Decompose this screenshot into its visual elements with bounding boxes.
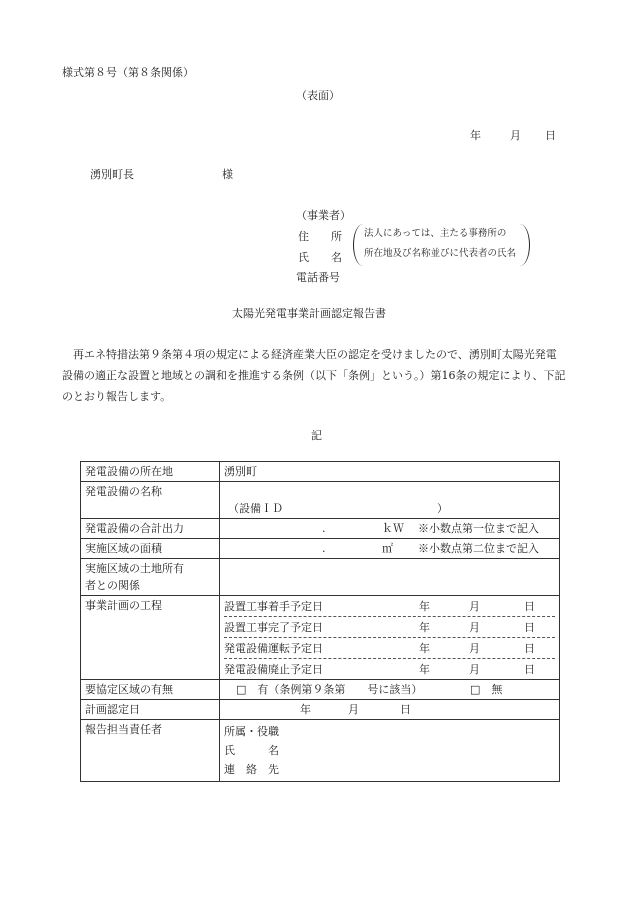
form-number: 様式第８号（第８条関係） (62, 66, 194, 79)
location-value: 湧別町 (220, 462, 560, 482)
cert-date-cell (220, 700, 560, 720)
date-month: 月 (510, 129, 521, 142)
addressee-honorific: 様 (222, 168, 233, 181)
report-table (80, 461, 560, 782)
schedule-day: 日 (524, 620, 535, 634)
schedule-month: 月 (469, 620, 480, 634)
contact-label: 報告担当責任者 (81, 720, 220, 782)
equipment-name-label: 発電設備の名称 (81, 482, 220, 519)
applicant-label: （事業者） (296, 209, 351, 222)
schedule-day: 日 (524, 641, 535, 655)
addressee-name: 湧別町長 (90, 168, 134, 181)
table-row (81, 519, 560, 539)
phone-label: 電話番号 (296, 271, 340, 284)
contact-cell (220, 720, 560, 782)
date-day: 日 (545, 129, 556, 142)
schedule-year: 年 (419, 599, 430, 613)
schedule-month: 月 (469, 662, 480, 676)
output-cell (220, 519, 560, 539)
consult-cell (220, 680, 560, 700)
cert-month: 月 (348, 703, 359, 716)
schedule-row (224, 596, 555, 617)
relation-label-line1: 実施区域の土地所有 (85, 562, 184, 575)
contact-name: 氏 名 (224, 744, 279, 757)
output-note: ※小数点第一位まで記入 (418, 522, 539, 535)
relation-label (81, 559, 220, 596)
table-row (81, 482, 560, 519)
relation-value (220, 559, 560, 596)
body-text: 再エネ特措法第９条第４項の規定による経済産業大臣の認定を受けましたので、湧別町太陽光発電設備の適正な設置と地域との調和を推進する条例（以下「条例」という。）第16条の規定により、下記のとおり報告します。 (62, 348, 566, 403)
page-side-label: （表面） (296, 89, 340, 102)
output-dot: . (322, 522, 326, 535)
area-note: ※小数点第二位まで記入 (418, 542, 539, 555)
area-cell (220, 539, 560, 559)
cert-year: 年 (300, 703, 311, 716)
schedule-row (224, 617, 555, 638)
table-row (81, 462, 560, 482)
document-title: 太陽光発電事業計画認定報告書 (232, 307, 386, 320)
output-unit: ｋＷ (382, 522, 404, 535)
schedule-row (224, 659, 555, 679)
equipment-name-cell (220, 482, 560, 519)
relation-label-line2: 者との関係 (85, 579, 140, 592)
table-row (81, 680, 560, 700)
applicant-note-line2: 所在地及び名称並びに代表者の氏名 (364, 248, 517, 259)
schedule-day: 日 (524, 662, 535, 676)
consult-no-checkbox[interactable]: □ 無 (470, 683, 503, 696)
date-year: 年 (470, 129, 481, 142)
ki-label: 記 (311, 429, 322, 442)
table-row (81, 700, 560, 720)
equipment-id: （設備ＩＤ ） (228, 502, 448, 515)
schedule-year: 年 (419, 641, 430, 655)
schedule-month: 月 (469, 641, 480, 655)
output-label: 発電設備の合計出力 (81, 519, 220, 539)
location-label: 発電設備の所在地 (81, 462, 220, 482)
name-label: 氏 名 (298, 251, 342, 264)
schedule-label: 事業計画の工程 (81, 596, 220, 680)
applicant-note-bracket (353, 224, 530, 266)
table-row (81, 596, 560, 680)
area-label: 実施区域の面積 (81, 539, 220, 559)
contact-tel: 連 絡 先 (224, 763, 279, 776)
schedule-cell (220, 596, 560, 680)
area-dot: . (322, 542, 326, 555)
area-unit: ㎡ (382, 542, 393, 555)
consult-label: 要協定区域の有無 (81, 680, 220, 700)
schedule-row (224, 638, 555, 659)
schedule-item-label: 設置工事完了予定日 (224, 620, 323, 634)
schedule-year: 年 (419, 620, 430, 634)
table-row (81, 539, 560, 559)
schedule-item-label: 設置工事着手予定日 (224, 599, 323, 613)
contact-dept: 所属・役職 (224, 725, 279, 738)
schedule-item-label: 発電設備廃止予定日 (224, 662, 323, 676)
schedule-day: 日 (524, 599, 535, 613)
schedule-year: 年 (419, 662, 430, 676)
cert-day: 日 (400, 703, 411, 716)
consult-yes-checkbox[interactable]: □ 有（条例第９条第 号に該当） (236, 683, 423, 696)
schedule-item-label: 発電設備運転予定日 (224, 641, 323, 655)
table-row (81, 559, 560, 596)
address-label: 住 所 (298, 230, 342, 243)
cert-date-label: 計画認定日 (81, 700, 220, 720)
schedule-month: 月 (469, 599, 480, 613)
table-row (81, 720, 560, 782)
applicant-note-line1: 法人にあっては、主たる事務所の (364, 228, 507, 239)
